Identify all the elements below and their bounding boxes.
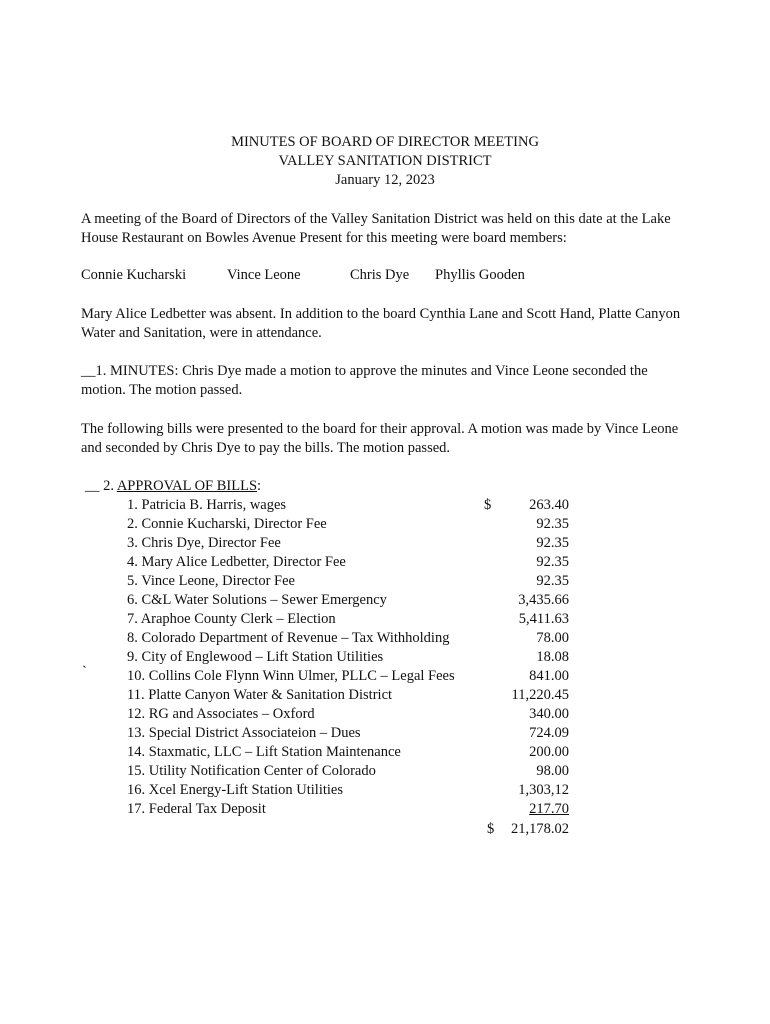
bill-amount: 263.40	[529, 497, 569, 513]
bill-description: 9. City of Englewood – Lift Station Utilities	[127, 649, 384, 665]
bill-amount: 841.00	[529, 668, 569, 684]
title-line-1: MINUTES OF BOARD OF DIRECTOR MEETING	[231, 134, 539, 150]
bill-description: 14. Staxmatic, LLC – Lift Station Maintenance	[127, 744, 401, 760]
bill-description: 16. Xcel Energy-Lift Station Utilities	[127, 782, 343, 798]
approval-prefix: __ 2.	[85, 478, 117, 494]
member-name: Connie Kucharski	[81, 267, 187, 283]
bill-row	[0, 591, 770, 610]
bill-row	[0, 496, 770, 515]
bill-amount: 3,435.66	[518, 592, 569, 608]
bill-amount: 98.00	[536, 763, 569, 779]
bill-amount: 5,411.63	[518, 611, 569, 627]
attendance-paragraph: Mary Alice Ledbetter was absent. In addition to the board Cynthia Lane and Scott Hand, Platte Canyon Water and Sanitation, were in attendance.	[81, 306, 681, 341]
bills-total-row	[0, 820, 770, 839]
bill-row	[0, 781, 770, 800]
approval-heading	[85, 477, 261, 496]
bill-amount: 724.09	[529, 725, 569, 741]
bill-description: 5. Vince Leone, Director Fee	[127, 573, 295, 589]
currency-symbol: $	[484, 497, 492, 513]
bill-amount: 1,303,12	[518, 782, 569, 798]
bill-description: 8. Colorado Department of Revenue – Tax Withholding	[127, 630, 450, 646]
member-name: Chris Dye	[350, 267, 410, 283]
intro-paragraph: A meeting of the Board of Directors of the Valley Sanitation District was held on this date at the Lake House Restaurant on Bowles Avenue Present for this meeting were board members:	[81, 211, 671, 246]
bill-amount: 92.35	[536, 554, 569, 570]
document-title	[0, 133, 770, 190]
bill-row	[0, 724, 770, 743]
bill-description: 13. Special District Associateion – Dues	[127, 725, 361, 741]
currency-symbol: $	[487, 821, 495, 837]
bill-row	[0, 515, 770, 534]
bill-amount: 340.00	[529, 706, 569, 722]
bill-amount: 92.35	[536, 516, 569, 532]
bill-description: 12. RG and Associates – Oxford	[127, 706, 315, 722]
bill-amount: 217.70	[529, 801, 569, 817]
minutes-paragraph: __1. MINUTES: Chris Dye made a motion to approve the minutes and Vince Leone seconded the motion. The motion passed.	[81, 363, 648, 398]
approval-colon: :	[257, 478, 262, 494]
bill-row	[0, 610, 770, 629]
bill-amount: 92.35	[536, 573, 569, 589]
bill-description: 4. Mary Alice Ledbetter, Director Fee	[127, 554, 346, 570]
meeting-date: January 12, 2023	[335, 172, 435, 188]
bill-description: 6. C&L Water Solutions – Sewer Emergency	[127, 592, 387, 608]
bill-amount: 200.00	[529, 744, 569, 760]
bill-description: 15. Utility Notification Center of Colorado	[127, 763, 376, 779]
bill-row	[0, 667, 770, 686]
bills-total: 21,178.02	[511, 821, 569, 837]
bill-amount: 11,220.45	[511, 687, 569, 703]
bill-row	[0, 629, 770, 648]
bill-row	[0, 553, 770, 572]
bill-row	[0, 762, 770, 781]
stray-mark: `	[82, 664, 87, 680]
title-line-2: VALLEY SANITATION DISTRICT	[278, 153, 492, 169]
bill-amount: 92.35	[536, 535, 569, 551]
bills-motion-paragraph: The following bills were presented to the board for their approval. A motion was made by Vince Leone and seconded by Chris Dye to pay the bills. The motion passed.	[81, 421, 679, 456]
bill-row	[0, 743, 770, 762]
member-name: Phyllis Gooden	[435, 267, 525, 283]
bill-description: 3. Chris Dye, Director Fee	[127, 535, 281, 551]
bill-row	[0, 534, 770, 553]
bill-row	[0, 686, 770, 705]
bill-description: 7. Araphoe County Clerk – Election	[127, 611, 336, 627]
bill-row	[0, 572, 770, 591]
bill-description: 2. Connie Kucharski, Director Fee	[127, 516, 327, 532]
bill-amount: 18.08	[536, 649, 569, 665]
bill-description: 1. Patricia B. Harris, wages	[127, 497, 287, 513]
bill-row	[0, 648, 770, 667]
bill-row	[0, 705, 770, 724]
bill-row	[0, 800, 770, 819]
approval-title: APPROVAL OF BILLS	[116, 478, 258, 494]
bill-amount: 78.00	[536, 630, 569, 646]
bill-description: 10. Collins Cole Flynn Winn Ulmer, PLLC – Legal Fees	[127, 668, 455, 684]
bill-description: 11. Platte Canyon Water & Sanitation District	[127, 687, 393, 703]
member-name: Vince Leone	[227, 267, 301, 283]
bill-description: 17. Federal Tax Deposit	[127, 801, 266, 817]
